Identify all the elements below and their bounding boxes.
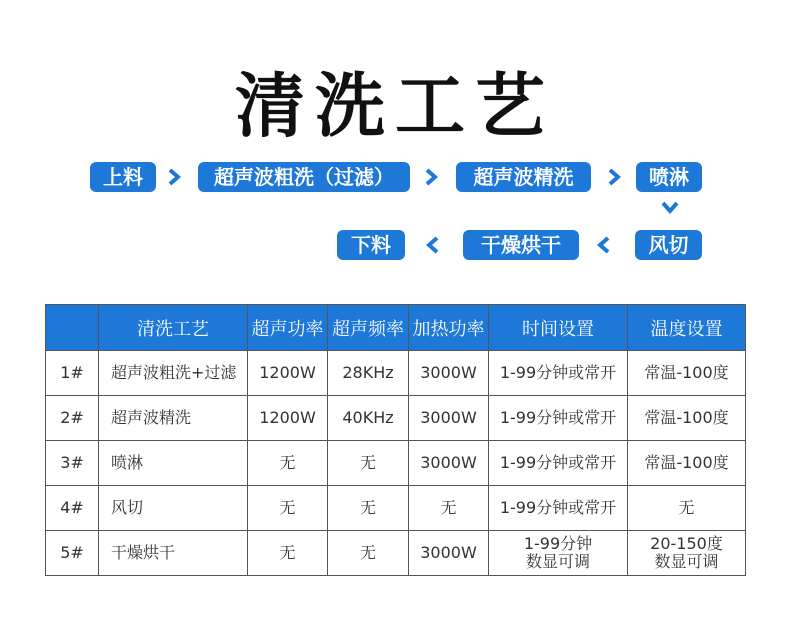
cell-ultrasonic-frequency: 无 [328, 486, 409, 531]
cell-time-setting: 1-99分钟或常开 [489, 396, 628, 441]
step-ultrasonic-fine: 超声波精洗 [456, 162, 591, 192]
cell-ultrasonic-frequency: 40KHz [328, 396, 409, 441]
cell-ultrasonic-power: 无 [248, 486, 328, 531]
cell-heating-power: 3000W [409, 531, 489, 576]
cell-time-setting: 1-99分钟或常开 [489, 486, 628, 531]
table-row [46, 486, 746, 531]
step-dry: 干燥烘干 [463, 230, 579, 260]
cell-index: 1# [46, 351, 99, 396]
chevron-left-icon [423, 230, 445, 260]
cell-ultrasonic-frequency: 无 [328, 441, 409, 486]
cell-process: 超声波精洗 [99, 396, 248, 441]
header-time-setting: 时间设置 [489, 305, 628, 351]
header-temperature-setting: 温度设置 [628, 305, 746, 351]
cell-ultrasonic-frequency: 无 [328, 531, 409, 576]
chevron-right-icon [421, 162, 443, 192]
cell-time-setting: 1-99分钟 数显可调 [489, 531, 628, 576]
cell-heating-power: 3000W [409, 351, 489, 396]
cell-ultrasonic-power: 1200W [248, 351, 328, 396]
cell-time-setting: 1-99分钟或常开 [489, 441, 628, 486]
header-process: 清洗工艺 [99, 305, 248, 351]
cell-process: 风切 [99, 486, 248, 531]
table-header-row [46, 305, 746, 351]
cell-temperature-setting: 无 [628, 486, 746, 531]
step-ultrasonic-rough: 超声波粗洗（过滤） [198, 162, 410, 192]
cell-process: 干燥烘干 [99, 531, 248, 576]
header-ultrasonic-frequency: 超声频率 [328, 305, 409, 351]
header-heating-power: 加热功率 [409, 305, 489, 351]
cell-index: 5# [46, 531, 99, 576]
cell-ultrasonic-frequency: 28KHz [328, 351, 409, 396]
cell-temperature-setting: 20-150度 数显可调 [628, 531, 746, 576]
chevron-down-icon [655, 196, 685, 220]
step-spray: 喷淋 [636, 162, 702, 192]
chevron-left-icon [594, 230, 616, 260]
chevron-right-icon [164, 162, 186, 192]
cell-index: 4# [46, 486, 99, 531]
step-air-cut: 风切 [635, 230, 702, 260]
cell-temperature-setting: 常温-100度 [628, 441, 746, 486]
cell-ultrasonic-power: 无 [248, 441, 328, 486]
cell-index: 2# [46, 396, 99, 441]
cell-time-setting: 1-99分钟或常开 [489, 351, 628, 396]
table-row [46, 441, 746, 486]
header-index [46, 305, 99, 351]
header-ultrasonic-power: 超声功率 [248, 305, 328, 351]
table-row [46, 531, 746, 576]
chevron-right-icon [604, 162, 626, 192]
table-row [46, 396, 746, 441]
cell-heating-power: 无 [409, 486, 489, 531]
cell-process: 超声波粗洗+过滤 [99, 351, 248, 396]
cell-temperature-setting: 常温-100度 [628, 351, 746, 396]
cell-process: 喷淋 [99, 441, 248, 486]
cell-heating-power: 3000W [409, 441, 489, 486]
cell-index: 3# [46, 441, 99, 486]
step-discharge: 下料 [337, 230, 405, 260]
process-spec-table [45, 304, 746, 576]
cell-ultrasonic-power: 1200W [248, 396, 328, 441]
cell-temperature-setting: 常温-100度 [628, 396, 746, 441]
step-feed: 上料 [90, 162, 156, 192]
table-row [46, 351, 746, 396]
page-title: 清洗工艺 [235, 65, 555, 147]
cell-ultrasonic-power: 无 [248, 531, 328, 576]
cell-heating-power: 3000W [409, 396, 489, 441]
